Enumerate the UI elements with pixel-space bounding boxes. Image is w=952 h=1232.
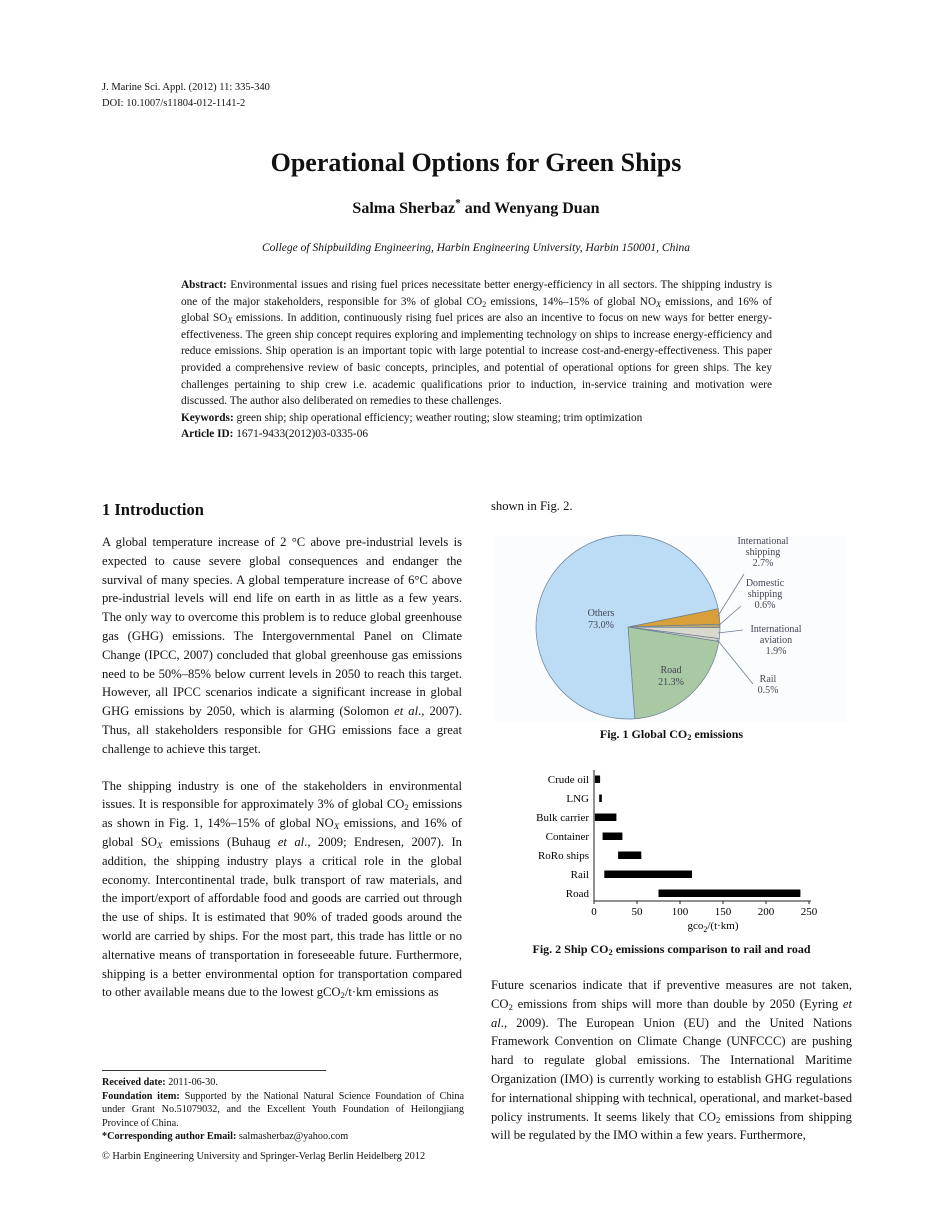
bar-bulk-carrier: [595, 814, 617, 822]
pie-label-others: Others: [587, 608, 615, 619]
x-tick-label: 0: [591, 906, 597, 918]
x-tick-label: 100: [671, 906, 689, 918]
keywords: [181, 410, 772, 427]
abstract-text: Environmental issues and rising fuel prices necessitate better energy-efficiency in all sectors. The shipping industry is one of the major stakeholders, responsible for 3% of global CO: [181, 279, 772, 308]
pie-label: International: [750, 624, 802, 635]
bar-marks: [595, 776, 801, 898]
pie-value: 0.6%: [754, 600, 776, 611]
bar-road: [659, 890, 801, 898]
subscript: X: [227, 316, 233, 326]
pie-label: Rail: [759, 674, 777, 685]
pie-value: 1.9%: [765, 646, 787, 657]
abstract-text: emissions. In addition, continuously rising fuel prices are also an incentive to focus on new ways for better energy-effectiveness. The green ship concept requires exploring and implementing technology on ships to increase energy-efficiency and reduce emissions. Ship operation is an important topic with large potential to increase cost-and-energy-effectiveness. This paper provided a comprehensive review of basic concepts, principles, and potential of operational options for green ships. The key challenges pertaining to ship crew i.e. academic qualifications prior to induction, in-service training and motivation were discussed. The author also deliberated on remedies to these challenges.: [181, 312, 772, 408]
x-axis-label: [687, 920, 738, 934]
affiliation: College of Shipbuilding Engineering, Harbin Engineering University, Harbin 150001, China: [261, 242, 691, 254]
pie-label: shipping: [747, 589, 783, 600]
x-label-suffix: /(t·km): [707, 920, 739, 932]
pie-value-road: 21.3%: [658, 677, 684, 688]
bar-category-label: Bulk carrier: [536, 812, 589, 824]
x-ticks: [591, 901, 818, 918]
bar-categories: [536, 774, 589, 900]
journal-citation: J. Marine Sci. Appl. (2012) 11: 335-340: [102, 82, 270, 93]
pie-label: aviation: [759, 635, 793, 646]
bar-chart: [491, 764, 852, 936]
article-id-label: Article ID:: [181, 428, 234, 441]
section-heading-introduction: 1 Introduction: [102, 500, 204, 519]
copyright: © Harbin Engineering University and Springer-Verlag Berlin Heidelberg 2012: [102, 1151, 426, 1162]
abstract-body: [181, 277, 772, 410]
abstract: [181, 277, 772, 443]
bar-container: [603, 833, 623, 841]
bar-category-label: RoRo ships: [537, 850, 589, 862]
intro-paragraph-1: A global temperature increase of 2 °C above pre-industrial levels is expected to cause severe global consequences and endanger the survival of many species. A global temperature increase of 6°C above pre-industrial levels will end life on earth in as little as a few years. The only way to overcome this problem is to reduce global greenhouse gas (GHG) emissions. The Intergovernmental Panel on Climate Change (IPCC, 2007) concluded that global greenhouse gas emissions need to be 50%–85% below current levels in 2050 to reach this target. However, all IPCC scenarios indicate a significant increase in global GHG emissions by 2050, which is alarming (Solomon et al., 2007). Thus, all stakeholders responsible for GHG emissions face a great challenge to achieve this target.: [102, 535, 462, 756]
bar-category-label: Crude oil: [547, 774, 589, 786]
x-tick-label: 150: [714, 906, 732, 918]
pie-label-road: Road: [660, 665, 682, 676]
x-label-sub: 2: [703, 925, 708, 934]
author-rest: and Wenyang Duan: [460, 200, 600, 217]
figure-2-caption: Fig. 2 Ship $CO_2$ emissions comparison to rail and road: [532, 942, 811, 957]
x-tick-label: 50: [631, 906, 643, 918]
bar-category-label: Container: [545, 831, 589, 843]
subscript: 2: [482, 299, 487, 309]
x-tick-label: 250: [800, 906, 818, 918]
bar-category-label: Rail: [570, 869, 589, 881]
pie-chart: [491, 534, 852, 724]
right-column-continuation: shown in Fig. 2.: [491, 499, 573, 513]
bar-category-label: LNG: [566, 793, 589, 805]
received-date: Received date: 2011-06-30.: [102, 1077, 218, 1088]
bar-category-label: Road: [565, 888, 589, 900]
authors: [0, 197, 952, 218]
x-label-main: gco: [687, 920, 704, 932]
author-first: Salma Sherbaz: [352, 200, 456, 217]
foundation-item: Foundation item: Supported by the National Natural Science Foundation of China under Grant No.51079032, and the Excellent Youth Foundation of Heilongjiang Province of China.: [102, 1090, 464, 1129]
bar-crude-oil: [595, 776, 600, 784]
abstract-label: Abstract:: [181, 279, 227, 291]
journal-doi: DOI: 10.1007/s11804-012-1141-2: [102, 98, 246, 109]
paper-title: Operational Options for Green Ships: [270, 148, 682, 177]
left-column: [102, 533, 462, 1002]
article-id: [181, 426, 772, 443]
pie-slices: [536, 535, 720, 719]
bar-roro-ships: [618, 852, 641, 860]
pie-value-others: 73.0%: [588, 620, 614, 631]
bar-lng: [599, 795, 602, 803]
footnotes: [102, 1076, 464, 1144]
intro-paragraph-2: The shipping industry is one of the stakeholders in environmental issues. It is responsible for approximately 3% of global $CO_2$ emissions as shown in Fig. 1, 14%–15% of global $NO_X$ emissions, and 16% of global $SO_X$ emissions (Buhaug et al., 2009; Endresen, 2007). In addition, the shipping industry plays a critical role in the global economy. Intercontinental trade, bulk transport of raw materials, and the import/export of affordable food and goods are carried out through the use of ships. It is estimated that 90% of traded goods around the world are carried by ships. For the most part, this trade has little or no alternative means of transportation in foreseeable future. Furthermore, shipping is a better environmental option for transportation compared to other available means due to the lowest gCO$_2$/t·km emissions as: [102, 778, 462, 1001]
article-id-text: 1671-9433(2012)03-0335-06: [233, 428, 368, 441]
author-star: *: [455, 197, 461, 210]
keywords-text: green ship; ship operational efficiency; weather routing; slow steaming; trim optimization: [233, 411, 643, 424]
subscript: X: [656, 299, 661, 309]
figure-1-caption: Fig. 1 Global $CO_2$ emissions: [599, 727, 744, 742]
right-paragraph: Future scenarios indicate that if preventive measures are not taken, $CO_2$ emissions from ships will more than double by 2050 (Eyring et al., 2009). The European Union (EU) and the United Nations Framework Convention on Climate Change (UNFCCC) are pushing hard to regulate global emissions. The International Maritime Organization (IMO) is currently working to establish GHG regulations for international shipping with technical, operational, and market-based policy instruments. It seems likely that $CO_2$ emissions from shipping will be regulated by the IMO within a few years. Furthermore,: [491, 978, 852, 1143]
abstract-text: emissions, 14%–15% of global NO: [486, 295, 657, 308]
x-tick-label: 200: [757, 906, 775, 918]
right-column-text: [491, 976, 852, 1145]
footnote-divider: [102, 1070, 326, 1071]
corresponding-email: *Corresponding author Email: salmasherbaz@yahoo.com: [102, 1131, 349, 1142]
keywords-label: Keywords:: [181, 411, 234, 424]
bar-rail: [604, 871, 692, 879]
abstract-text: emissions, and 16% of global SO: [181, 295, 772, 325]
pie-label: Domestic: [745, 578, 785, 589]
pie-value: 2.7%: [752, 558, 774, 569]
pie-label: International: [737, 536, 789, 547]
pie-label: shipping: [745, 547, 781, 558]
pie-value: 0.5%: [757, 685, 779, 696]
